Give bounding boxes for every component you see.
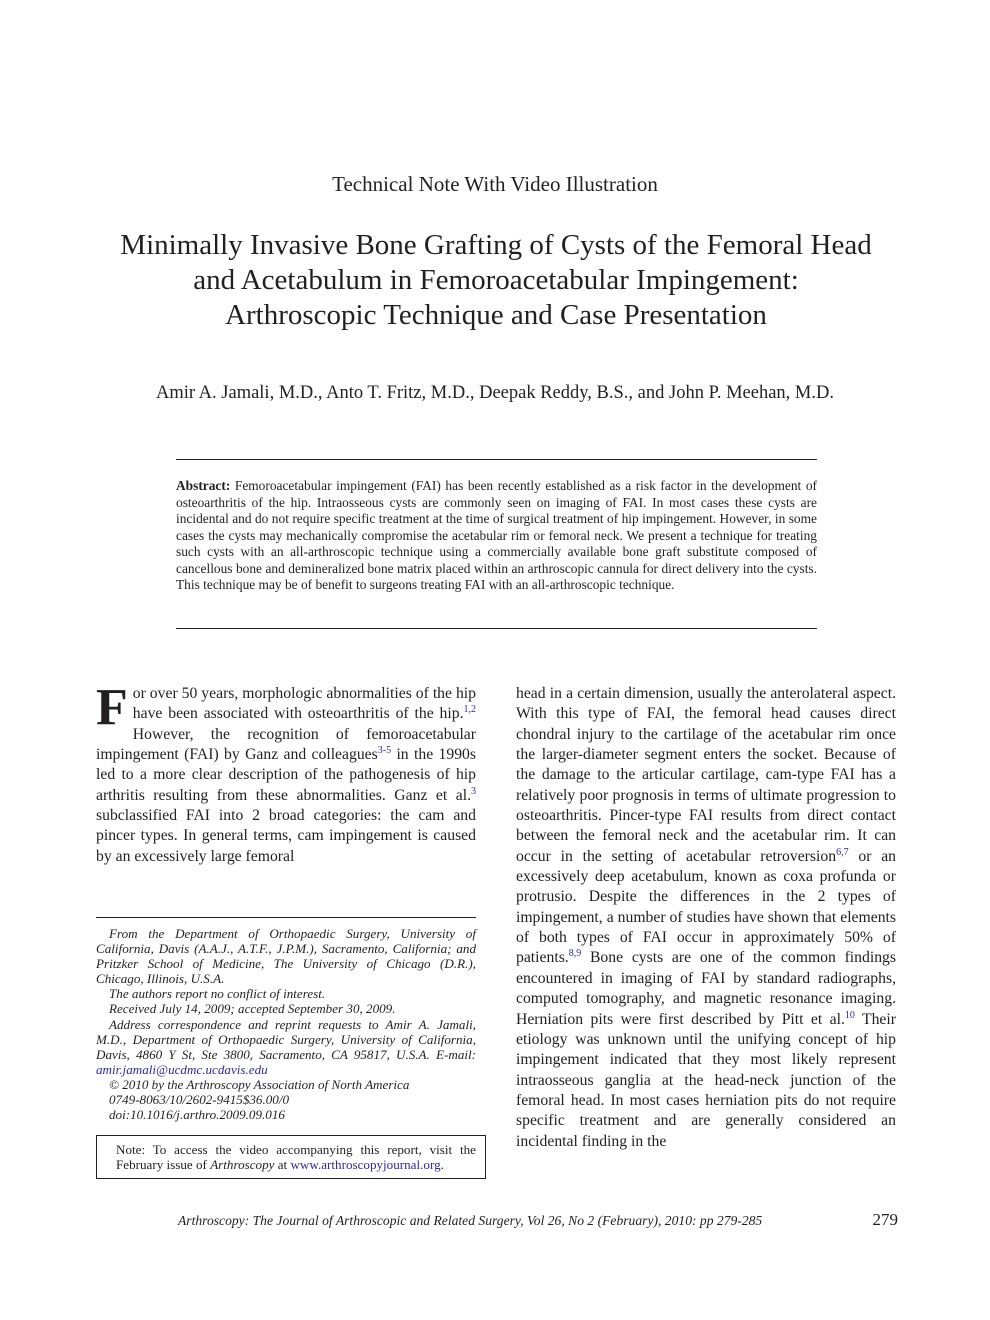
title-line: and Acetabulum in Femoroacetabular Impingement: — [193, 264, 799, 296]
footnote-rule — [96, 917, 476, 918]
note-journal: Arthroscopy — [210, 1157, 275, 1173]
abstract — [176, 478, 817, 594]
body-text: Their etiology was unknown until the unifying concept of hip impingement indicated that they most likely represent intraosseous ganglia at the head-neck junction of the femoral head. In most cases herniation pits do not require specific treatment and are generally considered an incidental finding in the — [516, 1010, 896, 1150]
citation-link[interactable]: 10 — [844, 1009, 855, 1021]
footnotes — [96, 926, 476, 1122]
body-text: However, the recognition of femoroacetabular impingement (FAI) by Ganz and colleagues — [96, 725, 476, 764]
note-text: Note: To access the video accompanying this report, visit the February issue of — [116, 1142, 476, 1173]
footnote-doi: doi:10.1016/j.arthro.2009.09.016 — [109, 1107, 285, 1123]
abstract-top-rule — [176, 459, 817, 460]
note-text: at — [274, 1157, 291, 1173]
journal-citation: Arthroscopy: The Journal of Arthroscopic and Related Surgery, Vol 26, No 2 (February), 2010: pp 279-285 — [178, 1213, 763, 1228]
email-link[interactable]: amir.jamali@ucdmc.ucdavis.edu — [96, 1061, 268, 1077]
citation-link[interactable]: 1,2 — [463, 704, 476, 716]
title-line: Minimally Invasive Bone Grafting of Cysts of the Femoral Head — [120, 229, 872, 261]
body-text: subclassified FAI into 2 broad categories: the cam and pincer types. In general terms, cam impingement is caused by an excessively large femoral — [96, 807, 476, 865]
email-label: E-mail: — [436, 1046, 476, 1062]
abstract-label: Abstract: — [176, 478, 231, 493]
footnote-issn: 0749-8063/10/2602-9415$36.00/0 — [109, 1092, 290, 1108]
body-text: or over 50 years, morphologic abnormalities of the hip have been associated with osteoarthritis of the hip. — [132, 685, 476, 723]
body-text: or an excessively deep acetabulum, known as coxa profunda or protrusio. Despite the differences in the 2 types of impingement, a number of studies have shown that elements of both types of FAI occur in approximately 50% of patients. — [516, 847, 897, 967]
footnote-dates: Received July 14, 2009; accepted September 30, 2009. — [109, 1001, 396, 1017]
footnote-copyright: © 2010 by the Arthroscopy Association of North America — [109, 1076, 410, 1092]
footnote-conflict: The authors report no conflict of interest. — [109, 986, 326, 1002]
body-text: in the 1990s led to a more clear description of the pathogenesis of hip arthritis resulting from these abnormalities. Ganz et al. — [96, 746, 476, 804]
author-list: Amir A. Jamali, M.D., Anto T. Fritz, M.D., Deepak Reddy, B.S., and John P. Meehan, M.D. — [156, 383, 834, 403]
citation-link[interactable]: 3 — [471, 785, 476, 797]
abstract-text: Femoroacetabular impingement (FAI) has been recently established as a risk factor in the development of osteoarthritis of the hip. Intraosseous cysts are commonly seen on imaging of FAI. In most cases these cysts are incidental and do not require specific treatment at the time of surgical treatment of hip impingement. However, in some cases the cysts may mechanically compromise the acetabular rim or femoral neck. We present a technique for treating such cysts with an all-arthroscopic technique using a commercially available bone graft substitute composed of cancellous bone and demineralized bone matrix placed within an arthroscopic cannula for direct delivery into the cysts. This technique may be of benefit to surgeons treating FAI with an all-arthroscopic technique. — [176, 478, 817, 592]
section-label: Technical Note With Video Illustration — [332, 172, 658, 196]
journal-url-link[interactable]: www.arthroscopyjournal.org — [290, 1157, 441, 1173]
drop-cap: F — [96, 679, 128, 736]
note-text: . — [440, 1157, 444, 1173]
citation-link[interactable]: 3-5 — [377, 745, 392, 757]
footnote-address — [96, 1017, 476, 1077]
video-note-box — [96, 1135, 486, 1179]
citation-link[interactable]: 8,9 — [568, 948, 582, 960]
title-line: Arthroscopic Technique and Case Presentation — [225, 299, 767, 331]
article-title — [60, 228, 932, 333]
citation-link[interactable]: 6,7 — [836, 846, 849, 858]
abstract-bottom-rule — [176, 628, 817, 629]
body-text: head in a certain dimension, usually the anterolateral aspect. With this type of FAI, the femoral head causes direct chondral injury to the cartilage of the acetabular rim once the larger-diameter segment enters the socket. Because of the damage to the articular cartilage, cam-type FAI has a relatively poor prognosis in terms of ultimate progression to osteoarthritis. Pincer-type FAI results from direct contact between the femoral neck and the acetabular rim. It can occur in the setting of acetabular retroversion — [516, 685, 896, 865]
body-text: Bone cysts are one of the common findings encountered in imaging of FAI by standard radiographs, computed tomography, and magnetic resonance imaging. Herniation pits were first described by Pitt et al. — [516, 949, 896, 1028]
body-column-left — [96, 679, 476, 867]
address-text: Address correspondence and reprint requests to Amir A. Jamali, M.D., Department of Orthopaedic Surgery, University of California, Davis, 4860 Y St, Ste 3800, Sacramento, CA 95817, U.S.A. — [96, 1016, 476, 1062]
page-number: 279 — [872, 1210, 898, 1229]
footnote-affiliation: From the Department of Orthopaedic Surgery, University of California, Davis (A.A.J., A.T.F., J.P.M.), Sacramento, California; and Pritzker School of Medicine, The University of Chicago (D.R.), Chicago, Illinois, U.S.A. — [96, 926, 476, 987]
body-column-right — [516, 684, 896, 1152]
